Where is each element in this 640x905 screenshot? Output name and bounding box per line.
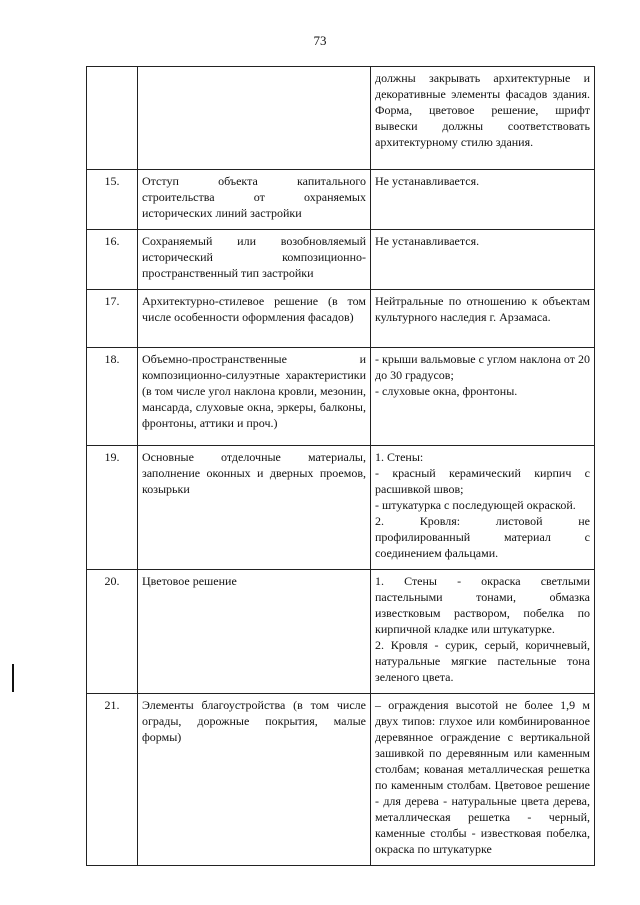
value-line: - штукатурка с последующей окраской. [375,498,576,512]
parameter-cell: Архитектурно-стилевое решение (в том числе особенности оформления фасадов) [138,290,371,348]
row-number-cell: 16. [87,230,138,290]
value-line: 2. Кровля: листовой не профилированный материал с соединением фальцами. [375,514,590,560]
page-number: 73 [313,33,327,48]
table-row [87,570,595,694]
row-number-cell [87,67,138,170]
parameter-cell: Отступ объекта капитального строительства от охраняемых исторических линий застройки [138,170,371,230]
value-cell: – ограждения высотой не более 1,9 м двух типов: глухое или комбинированное деревянное ограждение с вертикальной зашивкой по деревянным или каменным столбам; кованая металлическая решетка по каменным столбам. Цветовое решение - для дерева - натуральные цвета дерева, металлическая решетка - черный, каменные столбы - известковая побелка, окраска по штукатурке [371,694,595,866]
value-line: 1. Стены: [375,450,424,464]
requirements-table [86,66,595,866]
value-cell: Не устанавливается. [371,170,595,230]
value-cell: должны закрывать архитектурные и декоративные элементы фасадов здания. Форма, цветовое решение, шрифт вывески должны соответствовать архитектурному стилю здания. [371,67,595,170]
value-cell [371,348,595,446]
parameter-cell: Объемно-пространственные и композиционно-силуэтные характеристики (в том числе угол наклона кровли, мезонин, мансарда, слуховые окна, эркеры, балконы, фронтоны, аттики и проч.) [138,348,371,446]
margin-mark [12,664,14,692]
table-row [87,446,595,570]
value-cell [371,570,595,694]
value-cell: Не устанавливается. [371,230,595,290]
value-line: 2. Кровля - сурик, серый, коричневый, натуральные мягкие пастельные тона зеленого цвета. [375,638,590,684]
value-line: - красный керамический кирпич с расшивкой швов; [375,466,590,496]
table-row [87,230,595,290]
row-number-cell: 17. [87,290,138,348]
row-number-cell: 18. [87,348,138,446]
table-row [87,290,595,348]
parameter-cell: Сохраняемый или возобновляемый исторический композиционно-пространственный тип застройки [138,230,371,290]
table-row [87,348,595,446]
table-row [87,67,595,170]
value-cell: Нейтральные по отношению к объектам культурного наследия г. Арзамаса. [371,290,595,348]
value-line: 1. Стены - окраска светлыми пастельными тонами, обмазка известковым раствором, побелка по кирпичной кладке или штукатурке. [375,574,590,636]
value-line: - слуховые окна, фронтоны. [375,384,518,398]
parameter-cell: Основные отделочные материалы, заполнение оконных и дверных проемов, козырьки [138,446,371,570]
row-number-cell: 21. [87,694,138,866]
parameter-cell: Элементы благоустройства (в том числе ограды, дорожные покрытия, малые формы) [138,694,371,866]
parameter-cell: Цветовое решение [138,570,371,694]
value-line: - крыши вальмовые с углом наклона от 20 до 30 градусов; [375,352,590,382]
row-number-cell: 20. [87,570,138,694]
row-number-cell: 15. [87,170,138,230]
value-cell [371,446,595,570]
table-row [87,170,595,230]
parameter-cell [138,67,371,170]
row-number-cell: 19. [87,446,138,570]
table-row [87,694,595,866]
